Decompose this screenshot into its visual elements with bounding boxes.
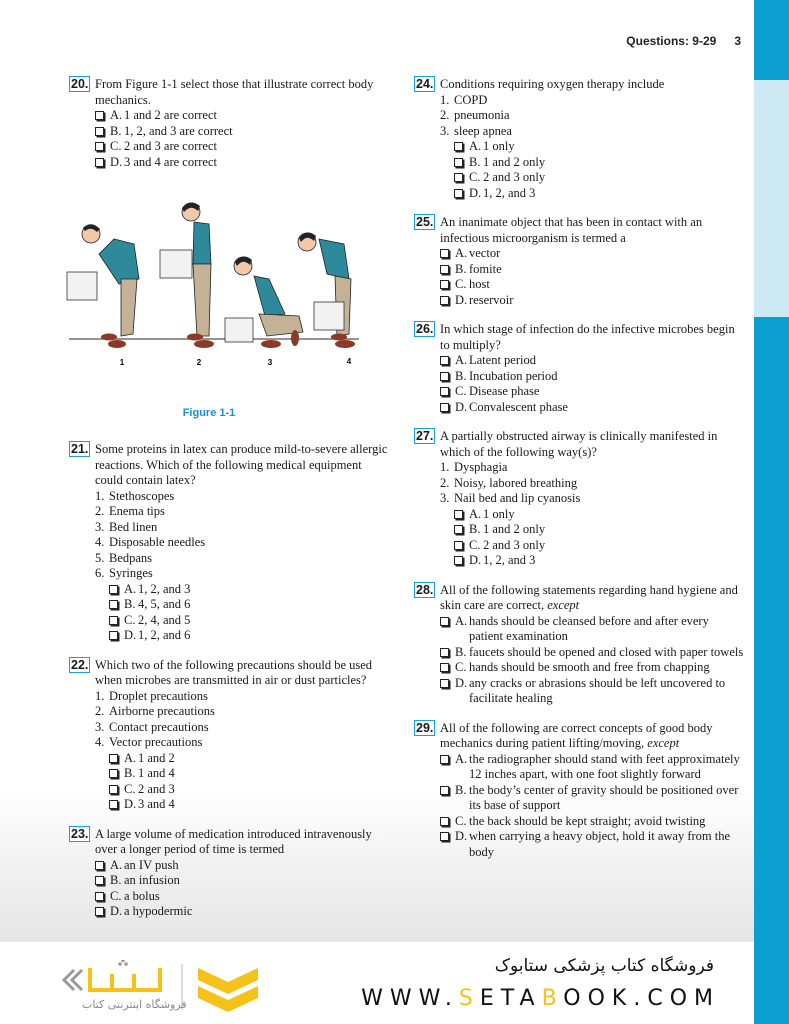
checkbox-icon[interactable] (440, 617, 449, 626)
option-a[interactable]: A. an IV push (95, 858, 389, 874)
body-mechanics-illustration (59, 184, 359, 404)
option-b[interactable]: B. 1 and 2 only (454, 522, 744, 538)
list-item: 3. Nail bed and lip cyanosis (440, 491, 581, 505)
question-25 (414, 215, 744, 308)
question-stem: Which two of the following precautions should be used when microbes are transmitted in air or dust particles? (95, 657, 373, 687)
question-22 (69, 658, 389, 813)
checkbox-icon[interactable] (109, 600, 118, 609)
checkbox-icon[interactable] (440, 755, 449, 764)
list-item: 1. Dysphagia (440, 460, 508, 474)
option-b[interactable]: B. Incubation period (440, 369, 744, 385)
checkbox-icon[interactable] (454, 189, 463, 198)
checkbox-icon[interactable] (95, 111, 104, 120)
option-a[interactable]: A. 1 only (454, 507, 744, 523)
option-c[interactable]: C. 2 and 3 are correct (95, 139, 389, 155)
checkbox-icon[interactable] (440, 372, 449, 381)
side-color-bar-highlight (754, 80, 789, 317)
question-number: 29. (416, 720, 434, 735)
option-c[interactable]: C. the back should be kept straight; avoid twisting (440, 814, 744, 830)
option-d[interactable]: D. 1, 2, and 3 (454, 553, 744, 569)
question-stem: All of the following are correct concepts of good body mechanics during patient lifting/moving, except (440, 720, 713, 750)
checkbox-icon[interactable] (440, 663, 449, 672)
question-stem: In which stage of infection do the infective microbes begin to multiply? (440, 322, 735, 352)
checkbox-icon[interactable] (454, 142, 463, 151)
question-stem: A partially obstructed airway is clinically manifested in which of the following way(s)? (440, 429, 718, 459)
question-stem: An inanimate object that has been in contact with an infectious microorganism is termed a (440, 215, 703, 245)
checkbox-icon[interactable] (440, 817, 449, 826)
question-28 (414, 583, 744, 707)
checkbox-icon[interactable] (109, 631, 118, 640)
option-a[interactable]: A. 1 and 2 are correct (95, 108, 389, 124)
option-b[interactable]: B. 1 and 4 (109, 766, 389, 782)
question-number: 23. (71, 826, 89, 841)
checkbox-icon[interactable] (109, 800, 118, 809)
option-a[interactable]: A. vector (440, 246, 744, 262)
checkbox-icon[interactable] (440, 280, 449, 289)
question-number: 22. (71, 657, 89, 672)
section-label: Questions: 9-29 (626, 34, 717, 48)
option-d[interactable]: D. reservoir (440, 293, 744, 309)
figure-person-3 (225, 256, 303, 348)
checkbox-icon[interactable] (440, 403, 449, 412)
option-c[interactable]: C. 2 and 3 only (454, 538, 744, 554)
list-item: 2. pneumonia (440, 108, 510, 122)
list-item: 2. Enema tips (95, 504, 165, 518)
option-d[interactable]: D. Convalescent phase (440, 400, 744, 416)
option-c[interactable]: C. host (440, 277, 744, 293)
list-item: 3. Contact precautions (95, 719, 209, 734)
option-d[interactable]: D. 1, 2, and 6 (109, 628, 389, 644)
checkbox-icon[interactable] (440, 648, 449, 657)
list-item: 1. COPD (440, 92, 488, 107)
figure-caption: Figure 1-1 (182, 407, 236, 419)
option-d[interactable]: D. 3 and 4 are correct (95, 155, 389, 171)
figure-person-1 (67, 224, 139, 348)
question-stem: Conditions requiring oxygen therapy include (440, 77, 665, 91)
checkbox-icon[interactable] (454, 525, 463, 534)
question-26 (414, 322, 744, 415)
checkbox-icon[interactable] (95, 127, 104, 136)
list-item: 6. Syringes (95, 566, 153, 580)
option-b[interactable]: B. fomite (440, 262, 744, 278)
list-item: 1. Stethoscopes (95, 488, 175, 503)
store-name: فروشگاه کتاب پزشکی ستابوک (494, 956, 714, 976)
question-21 (69, 442, 389, 644)
figure-label-3: 3 (267, 358, 273, 367)
question-number: 24. (416, 77, 434, 91)
checkbox-icon[interactable] (440, 832, 449, 841)
figure-label-1: 1 (119, 358, 125, 367)
left-column (69, 77, 389, 934)
checkbox-icon[interactable] (454, 510, 463, 519)
figure-label-4: 4 (346, 357, 352, 366)
right-column (414, 77, 744, 874)
option-a[interactable]: A. 1 and 2 (109, 751, 389, 767)
question-stem: All of the following statements regarding hand hygiene and skin care are correct, except (440, 582, 738, 612)
option-d[interactable]: D. any cracks or abrasions should be left uncovered to facilitate healing (440, 676, 744, 707)
checkbox-icon[interactable] (454, 556, 463, 565)
checkbox-icon[interactable] (440, 356, 449, 365)
figure-1-1 (59, 184, 359, 424)
option-a[interactable]: A. hands should be cleansed before and after every patient examination (440, 614, 744, 645)
checkbox-icon[interactable] (95, 907, 104, 916)
checkbox-icon[interactable] (109, 785, 118, 794)
question-number: 25. (416, 215, 434, 229)
option-a[interactable]: A. the radiographer should stand with feet approximately 12 inches apart, with one foot slightly forward (440, 752, 744, 783)
question-stem: Some proteins in latex can produce mild-to-severe allergic reactions. Which of the following medical equipment could contain latex? (95, 442, 388, 487)
figure-label-2: 2 (196, 358, 202, 367)
running-head (626, 34, 741, 48)
checkbox-icon[interactable] (440, 786, 449, 795)
figure-person-4 (298, 232, 355, 348)
option-c[interactable]: C. 2, 4, and 5 (109, 613, 389, 629)
option-b[interactable]: B. faucets should be opened and closed with paper towels (440, 645, 744, 661)
checkbox-icon[interactable] (95, 861, 104, 870)
checkbox-icon[interactable] (454, 173, 463, 182)
checkbox-icon[interactable] (440, 679, 449, 688)
checkbox-icon[interactable] (454, 541, 463, 550)
store-url[interactable]: WWW.SETABOOK.COM (361, 986, 720, 1011)
question-20 (69, 77, 389, 170)
option-d[interactable]: D. 1, 2, and 3 (454, 186, 744, 202)
checkbox-icon[interactable] (109, 585, 118, 594)
option-b[interactable]: B. the body’s center of gravity should be positioned over its base of support (440, 783, 744, 814)
question-number: 26. (416, 322, 434, 336)
list-item: 4. Vector precautions (95, 735, 203, 749)
question-number: 21. (71, 442, 89, 456)
option-c[interactable]: C. hands should be smooth and free from chapping (440, 660, 744, 676)
question-27 (414, 429, 744, 569)
option-a[interactable]: A. 1, 2, and 3 (109, 582, 389, 598)
question-23 (69, 827, 389, 920)
option-d[interactable]: D. 3 and 4 (109, 797, 389, 813)
question-stem: A large volume of medication introduced intravenously over a longer period of time is termed (95, 826, 372, 856)
checkbox-icon[interactable] (95, 876, 104, 885)
option-b[interactable]: B. 4, 5, and 6 (109, 597, 389, 613)
question-number: 27. (416, 429, 434, 443)
page-number: 3 (734, 34, 741, 48)
checkbox-icon[interactable] (440, 296, 449, 305)
list-item: 5. Bedpans (95, 550, 153, 565)
checkbox-icon[interactable] (109, 616, 118, 625)
list-item: 4. Disposable needles (95, 535, 206, 549)
stem-emphasis: except (647, 736, 680, 750)
option-b[interactable]: B. 1, 2, and 3 are correct (95, 124, 389, 140)
option-b[interactable]: B. 1 and 2 only (454, 155, 744, 171)
question-29 (414, 721, 744, 861)
checkbox-icon[interactable] (95, 142, 104, 151)
option-a[interactable]: A. 1 only (454, 139, 744, 155)
question-stem: From Figure 1-1 select those that illustrate correct body mechanics. (95, 77, 374, 107)
checkbox-icon[interactable] (440, 249, 449, 258)
checkbox-icon[interactable] (109, 754, 118, 763)
option-c[interactable]: C. a bolus (95, 889, 389, 905)
logo-tagline: فروشگاه اینترنتی کتاب (82, 998, 187, 1011)
checkbox-icon[interactable] (109, 769, 118, 778)
checkbox-icon[interactable] (440, 265, 449, 274)
checkbox-icon[interactable] (440, 387, 449, 396)
option-b[interactable]: B. an infusion (95, 873, 389, 889)
question-number: 28. (416, 582, 434, 597)
list-item: 2. Airborne precautions (95, 704, 215, 718)
option-c[interactable]: C. Disease phase (440, 384, 744, 400)
checkbox-icon[interactable] (454, 158, 463, 167)
figure-person-2 (160, 202, 214, 348)
option-c[interactable]: C. 2 and 3 (109, 782, 389, 798)
checkbox-icon[interactable] (95, 158, 104, 167)
list-item: 2. Noisy, labored breathing (440, 475, 578, 490)
question-number: 20. (71, 77, 89, 91)
setabook-logo[interactable] (60, 960, 320, 1016)
option-c[interactable]: C. 2 and 3 only (454, 170, 744, 186)
list-item: 3. sleep apnea (440, 123, 512, 138)
option-a[interactable]: A. Latent period (440, 353, 744, 369)
footer-banner (0, 942, 754, 1024)
option-d[interactable]: D. a hypodermic (95, 904, 389, 920)
question-24 (414, 77, 744, 201)
option-d[interactable]: D. when carrying a heavy object, hold it away from the body (440, 829, 744, 860)
list-item: 1. Droplet precautions (95, 688, 208, 703)
checkbox-icon[interactable] (95, 892, 104, 901)
stem-emphasis: except (547, 598, 580, 612)
list-item: 3. Bed linen (95, 519, 158, 534)
